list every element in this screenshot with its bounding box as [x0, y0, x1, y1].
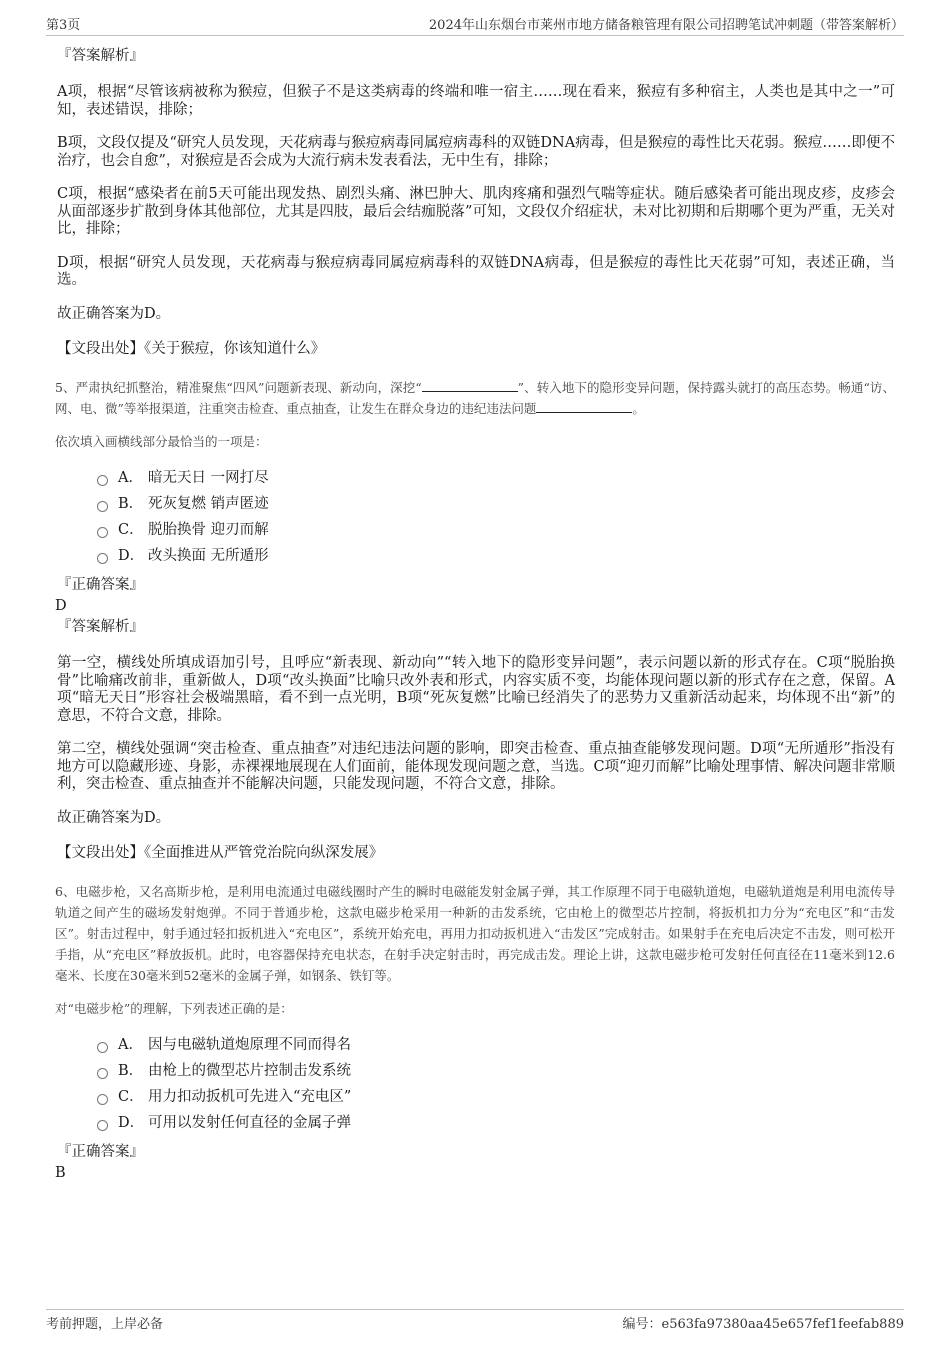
fill-blank: [422, 379, 518, 392]
analysis-paragraph: C项，根据“感染者在前5天可能出现发热、剧烈头痛、淋巴肿大、肌肉疼痛和强烈气喘等症状。随后感染者可能出现皮疹，皮疹会从面部逐步扩散到身体其他部位，尤其是四肢，最后会结痂脱落”可知，文段仅介绍症状，未对比初期和后期哪个更为严重，无关对比，排除；: [57, 186, 895, 237]
correct-answer-label: 『正确答案』: [57, 1144, 144, 1160]
passage-source: 【文段出处】《全面推进从严管党治院向纵深发展》: [57, 845, 384, 861]
analysis-paragraph: A项，根据“尽管该病被称为猴痘，但猴子不是这类病毒的终端和唯一宿主……现在看来，猴痘有多种宿主，人类也是其中之一”可知，表述错误，排除；: [57, 84, 895, 118]
document-id: 编号：e563fa97380aa45e657fef1feefab889: [622, 1317, 904, 1332]
radio-icon[interactable]: [97, 475, 108, 486]
analysis-paragraph: 第一空，横线处所填成语加引号，且呼应“新表现、新动向”“转入地下的隐形变异问题”，表示问题以新的形式存在。C项“脱胎换骨”比喻痛改前非，重新做人，D项“改头换面”比喻只改外表和形式，内容实质不变，均能体现问题以新的形式存在之意，保留。A项“暗无天日”形容社会极端黑暗，看不到一点光明，B项“死灰复燃”比喻已经消失了的恶势力又重新活动起来，均体现不出“新”的意思，不符合文意，排除。: [57, 655, 895, 724]
option-d[interactable]: D． 改头换面 无所遁形: [97, 543, 895, 569]
analysis-paragraph: D项，根据“研究人员发现，天花病毒与猴痘病毒同属痘病毒科的双链DNA病毒，但是猴痘的毒性比天花弱”可知，表述正确，当选。: [57, 254, 895, 288]
fill-blank: [536, 400, 632, 413]
page-header: [46, 14, 904, 34]
answer-analysis-label: 『答案解析』: [57, 619, 144, 635]
header-divider: [46, 35, 904, 36]
option-a[interactable]: A． 暗无天日 一网打尽: [97, 465, 895, 491]
correct-answer-value: B: [55, 1165, 66, 1181]
footer-slogan: 考前押题，上岸必备: [46, 1317, 164, 1332]
analysis-conclusion: 故正确答案为D。: [57, 305, 171, 322]
question-5-options: [97, 465, 895, 569]
option-b[interactable]: B． 由枪上的微型芯片控制击发系统: [97, 1058, 895, 1084]
passage-source: 【文段出处】《关于猴痘，你该知道什么》: [57, 341, 326, 357]
correct-answer-label: 『正确答案』: [57, 577, 144, 593]
answer-analysis-label: 『答案解析』: [57, 48, 144, 64]
option-b[interactable]: B． 死灰复燃 销声匿迹: [97, 491, 895, 517]
analysis-paragraph: B项，文段仅提及“研究人员发现，天花病毒与猴痘病毒同属痘病毒科的双链DNA病毒，但是猴痘的毒性比天花弱。猴痘……即便不治疗，也会自愈”，对猴痘是否会成为大流行病未发表看法，无中生有，排除；: [57, 135, 895, 169]
question-5-stem: 5、严肃执纪抓整治，精准聚焦“四风”问题新表现、新动向，深挖“ ”、转入地下的隐形变异问题，保持露头就打的高压态势。畅通“访、网、电、微”等举报渠道，注重突击检查、重点抽查，让发生在群众身边的违纪违法问题 。: [55, 380, 895, 416]
radio-icon[interactable]: [97, 1068, 108, 1079]
radio-icon[interactable]: [97, 527, 108, 538]
radio-icon[interactable]: [97, 501, 108, 512]
document-title: 2024年山东烟台市莱州市地方储备粮管理有限公司招聘笔试冲刺题（带答案解析）: [428, 18, 904, 33]
analysis-conclusion: 故正确答案为D。: [57, 809, 171, 826]
option-d[interactable]: D． 可用以发射任何直径的金属子弹: [97, 1110, 895, 1136]
radio-icon[interactable]: [97, 1094, 108, 1105]
radio-icon[interactable]: [97, 553, 108, 564]
footer-divider: [46, 1309, 904, 1310]
option-c[interactable]: C． 用力扣动扳机可先进入“充电区”: [97, 1084, 895, 1110]
option-c[interactable]: C． 脱胎换骨 迎刃而解: [97, 517, 895, 543]
page-number: 第3页: [46, 18, 81, 33]
question-6-prompt: 对“电磁步枪”的理解，下列表述正确的是：: [55, 1001, 293, 1016]
analysis-paragraph: 第二空，横线处强调“突击检查、重点抽查”对违纪违法问题的影响，即突击检查、重点抽查能够发现问题。D项“无所遁形”指没有地方可以隐藏形迹、身影，赤裸裸地展现在人们面前，能体现发现问题之意，当选。C项“迎刃而解”比喻处理事情、解决问题非常顺利，突击检查、重点抽查并不能解决问题，只能发现问题，不符合文意，排除。: [57, 741, 895, 792]
question-6-stem: 6、电磁步枪，又名高斯步枪，是利用电流通过电磁线圈时产生的瞬时电磁能发射金属子弹，其工作原理不同于电磁轨道炮，电磁轨道炮是利用电流传导轨道之间产生的磁场发射炮弹。不同于普通步枪，这款电磁步枪采用一种新的击发系统，它由枪上的微型芯片控制，将扳机扣力分为“充电区”和“击发区”。射击过程中，射手通过轻扣扳机进入“充电区”，系统开始充电，再用力扣动扳机进入“击发区”完成射击。如果射手在充电后决定不击发，则可松开手指，从“充电区”释放扳机。此时，电容器保持充电状态，在射手决定射击时，再完成击发。理论上讲，这款电磁步枪可发射任何直径在11毫米到12.6毫米、长度在30毫米到52毫米的金属子弹，如钢条、铁钉等。: [55, 884, 895, 983]
question-6-options: [97, 1032, 895, 1136]
radio-icon[interactable]: [97, 1042, 108, 1053]
option-a[interactable]: A． 因与电磁轨道炮原理不同而得名: [97, 1032, 895, 1058]
page-content: [55, 46, 895, 1184]
correct-answer-value: D: [55, 598, 67, 614]
radio-icon[interactable]: [97, 1120, 108, 1131]
question-5-prompt: 依次填入画横线部分最恰当的一项是：: [55, 434, 268, 449]
